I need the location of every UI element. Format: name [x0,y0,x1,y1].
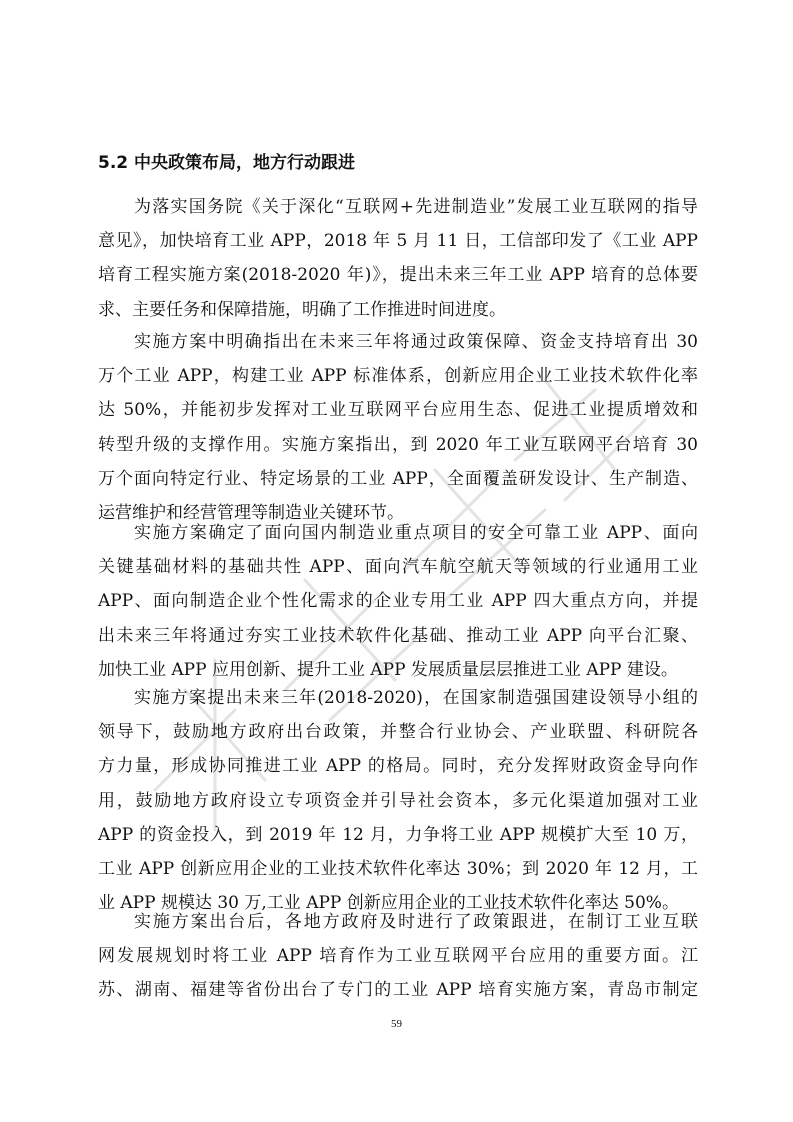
text-line: 苏、湖南、福建等省份出台了专门的工业 APP 培育实施方案，青岛市制定 [98,980,698,1001]
text-line: 实施方案提出未来三年(2018-2020)，在国家制造强国建设领导小组的 [134,688,698,708]
text-line: 转型升级的支撑作用。实施方案指出，到 2020 年工业互联网平台培育 30 [98,434,698,455]
text-line: 实施方案确定了面向国内制造业重点项目的安全可靠工业 APP、面向 [134,523,698,543]
text-line: APP、面向制造企业个性化需求的企业专用工业 APP 四大重点方向，并提 [98,591,698,612]
section-heading: 5.2 中央政策布局，地方行动跟进 [98,153,356,173]
text-line: 用，鼓励地方政府设立专项资金并引导社会资本，多元化渠道加强对工业 [98,790,698,811]
text-line: 求、主要任务和保障措施，明确了工作推进时间进度。 [98,299,506,320]
page-number: 59 [391,1018,402,1030]
paragraph-1 [98,190,698,327]
text-line: 万个面向特定行业、特定场景的工业 APP，全面覆盖研发设计、生产制造、 [98,468,698,489]
text-line: 实施方案中明确指出在未来三年将通过政策保障、资金支持培育出 30 [134,332,698,352]
text-line: 业 APP 规模达 30 万,工业 APP 创新应用企业的工业技术软件化率达 50%。 [98,893,679,914]
text-line: 出未来三年将通过夯实工业技术软件化基础、推动工业 APP 向平台汇聚、 [98,625,698,646]
text-line: 意见》，加快培育工业 APP，2018 年 5 月 11 日，工信部印发了《工业 APP [98,231,698,252]
text-line: 网发展规划时将工业 APP 培育作为工业互联网平台应用的重要方面。江 [98,946,698,967]
paragraph-5 [98,905,698,1008]
text-line: 方力量，形成协同推进工业 APP 的格局。同时，充分发挥财政资金导向作 [98,756,698,777]
text-line: 运营维护和经营管理等制造业关键环节。 [98,502,404,523]
text-line: 加快工业 APP 应用创新、提升工业 APP 发展质量层层推进工业 APP 建设。 [98,659,678,680]
text-line: 达 50%，并能初步发挥对工业互联网平台应用生态、促进工业提质增效和 [98,400,698,421]
paragraph-3 [98,516,698,687]
paragraph-4 [98,681,698,920]
text-line: 领导下，鼓励地方政府出台政策，并整合行业协会、产业联盟、科研院各 [98,722,698,743]
paragraph-2 [98,325,698,530]
text-line: 为落实国务院《关于深化“互联网+先进制造业”发展工业互联网的指导 [134,197,698,217]
text-line: 关键基础材料的基础共性 APP、面向汽车航空航天等领域的行业通用工业 [98,557,698,578]
text-line: 培育工程实施方案(2018-2020 年)》，提出未来三年工业 APP 培育的总体要 [98,265,698,286]
text-line: 工业 APP 创新应用企业的工业技术软件化率达 30%；到 2020 年 12 月，工 [98,858,698,879]
text-line: APP 的资金投入，到 2019 年 12 月，力争将工业 APP 规模扩大至 10 万， [98,824,698,845]
text-line: 实施方案出台后，各地方政府及时进行了政策跟进，在制订工业互联 [134,912,698,932]
text-line: 万个工业 APP，构建工业 APP 标准体系，创新应用企业工业技术软件化率 [98,366,698,387]
